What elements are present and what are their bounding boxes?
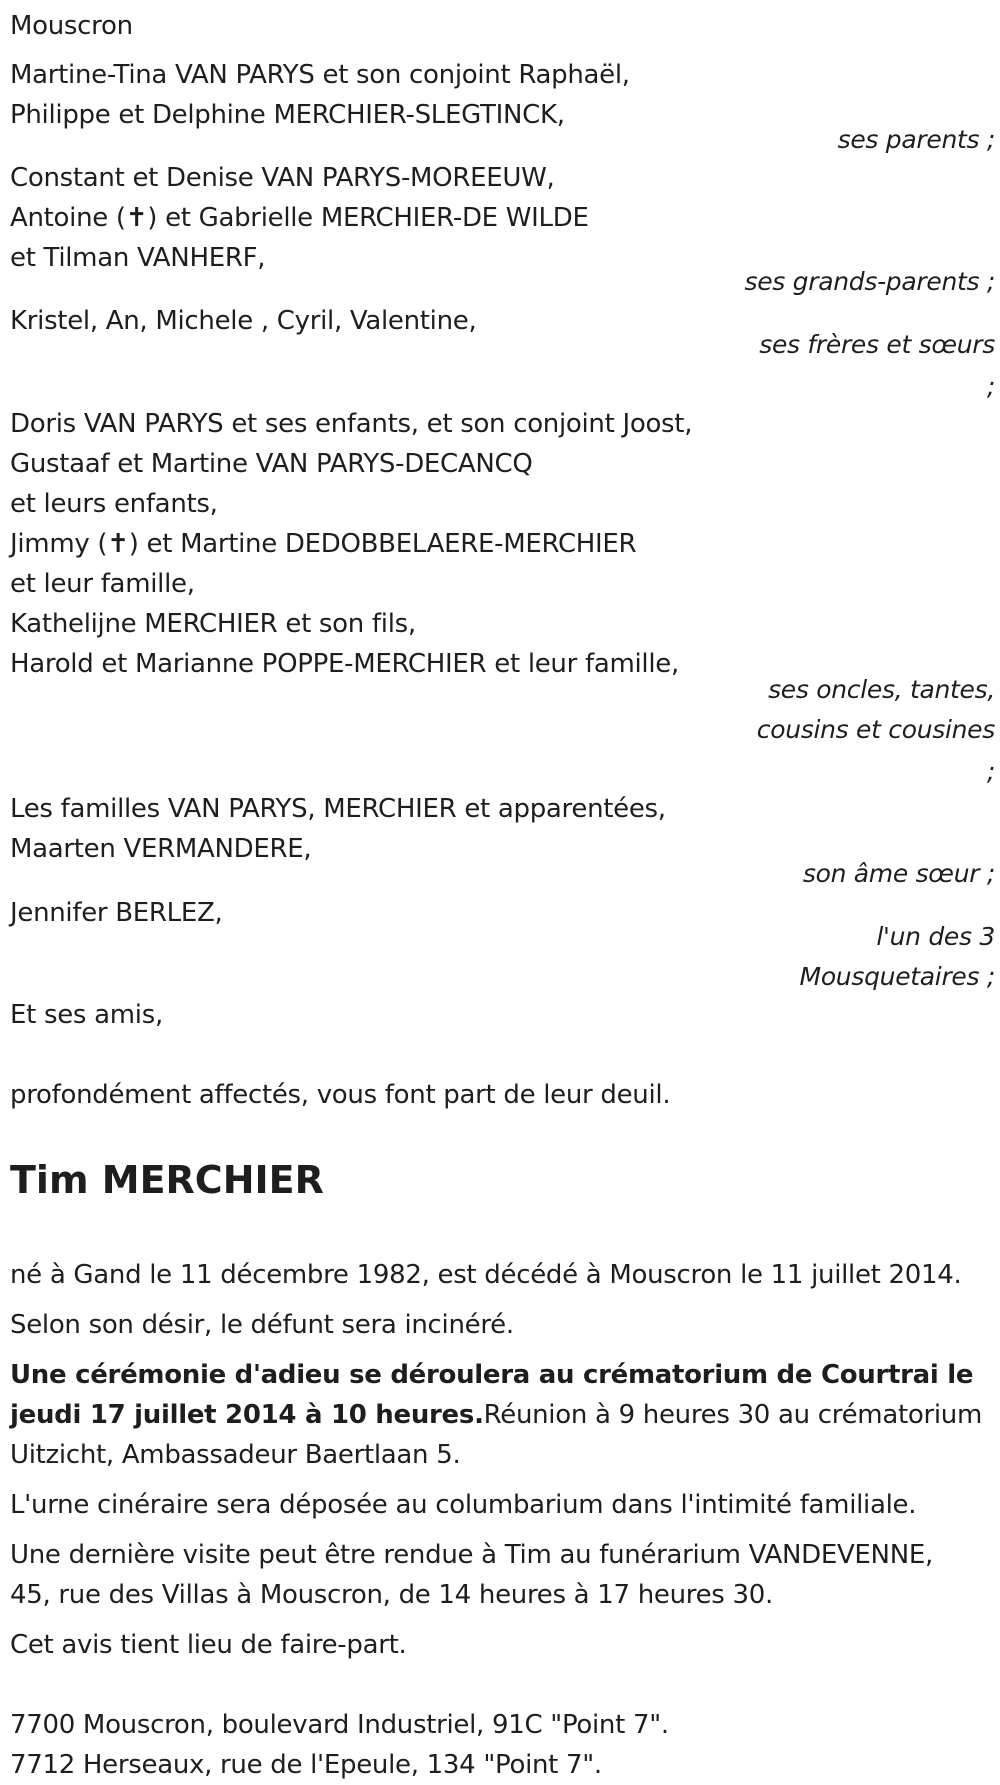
ceremony-date: jeudi 17 juillet 2014 à 10 heures. (10, 1400, 484, 1430)
uncles-line-7: Harold et Marianne POPPE-MERCHIER et leur famille, (10, 649, 679, 679)
parents-line-2: Philippe et Delphine MERCHIER-SLEGTINCK, (10, 100, 565, 130)
grandparents-line-2: Antoine (✝) et Gabrielle MERCHIER-DE WILDE (10, 203, 589, 233)
uncles-line-3: et leurs enfants, (10, 489, 218, 519)
uncles-line-2: Gustaaf et Martine VAN PARYS-DECANCQ (10, 449, 533, 479)
uncles-line-4: Jimmy (✝) et Martine DEDOBBELAERE-MERCHIER (10, 529, 637, 559)
ceremony-meeting: Réunion à 9 heures 30 au crématorium (483, 1400, 982, 1430)
notice-line: Cet avis tient lieu de faire-part. (10, 1630, 407, 1660)
uncles-line-1: Doris VAN PARYS et ses enfants, et son conjoint Joost, (10, 409, 693, 439)
visit-line-1: Une dernière visite peut être rendue à Tim au funérarium VANDEVENNE, (10, 1540, 933, 1570)
families-line-2: Maarten VERMANDERE, (10, 834, 312, 864)
uncles-role-1: ses oncles, tantes, (768, 675, 995, 704)
ceremony-line-3: Uitzicht, Ambassadeur Baertlaan 5. (10, 1440, 461, 1470)
uncles-role-3: ; (986, 757, 995, 786)
uncles-line-6: Kathelijne MERCHIER et son fils, (10, 609, 416, 639)
siblings-role-2: ; (986, 372, 995, 401)
deceased-name: Tim MERCHIER (10, 1158, 324, 1202)
grandparents-role: ses grands-parents ; (744, 267, 995, 296)
city-line: Mouscron (10, 11, 133, 41)
siblings-line: Kristel, An, Michele , Cyril, Valentine, (10, 306, 477, 336)
parents-role: ses parents ; (837, 125, 995, 154)
friends-line: Et ses amis, (10, 1000, 163, 1030)
urn-line: L'urne cinéraire sera déposée au columbarium dans l'intimité familiale. (10, 1490, 917, 1520)
siblings-role-1: ses frères et sœurs (759, 330, 995, 359)
soulmate-role: son âme sœur ; (802, 859, 995, 888)
address-line-2: 7712 Herseaux, rue de l'Epeule, 134 "Point 7". (10, 1750, 602, 1780)
friend-role-1: l'un des 3 (876, 922, 995, 951)
ceremony-line-2 (10, 1395, 982, 1435)
grandparents-line-3: et Tilman VANHERF, (10, 243, 266, 273)
friend-role-2: Mousquetaires ; (799, 962, 995, 991)
ceremony-line-1: Une cérémonie d'adieu se déroulera au crématorium de Courtrai le (10, 1360, 974, 1390)
uncles-line-5: et leur famille, (10, 569, 195, 599)
families-line-1: Les familles VAN PARYS, MERCHIER et apparentées, (10, 794, 666, 824)
visit-line-2: 45, rue des Villas à Mouscron, de 14 heures à 17 heures 30. (10, 1580, 773, 1610)
parents-line-1: Martine-Tina VAN PARYS et son conjoint Raphaël, (10, 60, 630, 90)
grandparents-line-1: Constant et Denise VAN PARYS-MOREEUW, (10, 163, 555, 193)
uncles-role-2: cousins et cousines (756, 715, 995, 744)
address-line-1: 7700 Mouscron, boulevard Industriel, 91C "Point 7". (10, 1710, 669, 1740)
affected-line: profondément affectés, vous font part de leur deuil. (10, 1080, 671, 1110)
born-line: né à Gand le 11 décembre 1982, est décédé à Mouscron le 11 juillet 2014. (10, 1260, 962, 1290)
friend-line: Jennifer BERLEZ, (10, 898, 223, 928)
cremation-line: Selon son désir, le défunt sera incinéré. (10, 1310, 514, 1340)
